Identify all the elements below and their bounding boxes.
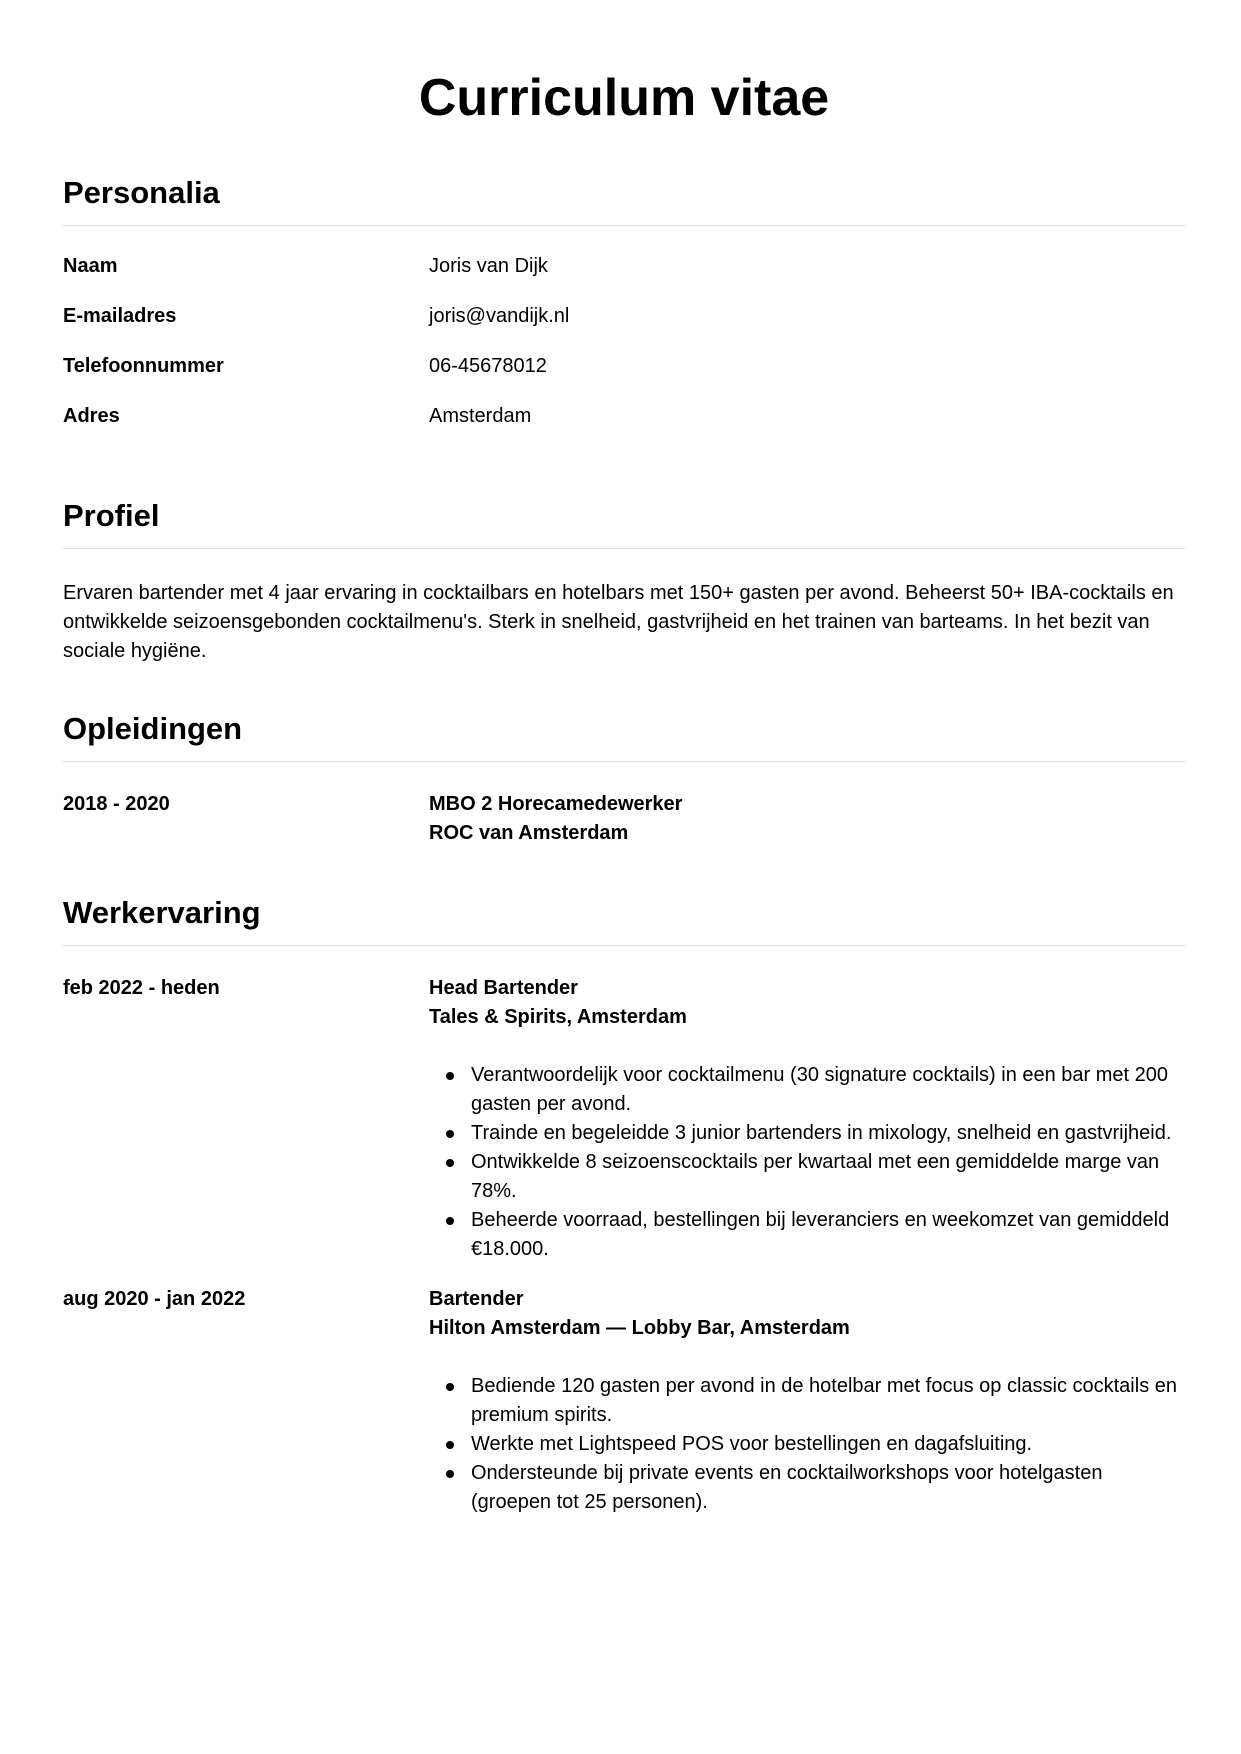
personalia-table — [63, 254, 1185, 454]
job-bullets — [429, 1372, 1185, 1517]
value-phone: 06-45678012 — [429, 355, 547, 377]
profile-text: Ervaren bartender met 4 jaar ervaring in cocktailbars en hotelbars met 150+ gasten per avond. Beheerst 50+ IBA-cocktails en ontwikkelde seizoensgebonden cocktailmenu's. Sterk in snelheid, gastvrijheid en het trainen van barteams. In het bezit van sociale hygiëne. — [63, 582, 1174, 662]
document-title: Curriculum vitae — [418, 69, 830, 127]
job-details — [429, 974, 1185, 1264]
section-personalia — [63, 173, 1185, 454]
list-item: Trainde en begeleidde 3 junior bartenders in mixology, snelheid en gastvrijheid. — [429, 1119, 1185, 1148]
job-employer: Tales & Spirits, Amsterdam — [429, 1006, 687, 1028]
value-address: Amsterdam — [429, 405, 532, 427]
list-item: Werkte met Lightspeed POS voor bestellingen en dagafsluiting. — [429, 1430, 1185, 1459]
section-title-werkervaring: Werkervaring — [63, 893, 1185, 946]
label-address: Adres — [63, 405, 120, 427]
label-name: Naam — [63, 255, 118, 277]
job-title: Bartender — [429, 1288, 524, 1310]
section-title-personalia: Personalia — [63, 173, 1185, 226]
value-email: joris@vandijk.nl — [429, 305, 570, 327]
list-item: Bediende 120 gasten per avond in de hotelbar met focus op classic cocktails en premium spirits. — [429, 1372, 1185, 1430]
section-opleidingen — [63, 709, 1185, 848]
job-details — [429, 1285, 1185, 1517]
education-period: 2018 - 2020 — [63, 793, 170, 815]
section-profiel — [63, 496, 1185, 666]
list-item: Verantwoordelijk voor cocktailmenu (30 signature cocktails) in een bar met 200 gasten per avond. — [429, 1061, 1185, 1119]
job-bullets — [429, 1061, 1185, 1264]
list-item: Beheerde voorraad, bestellingen bij leveranciers en weekomzet van gemiddeld €18.000. — [429, 1206, 1185, 1264]
personalia-row-email — [63, 304, 1185, 354]
job-entry — [63, 974, 1185, 1264]
section-title-opleidingen: Opleidingen — [63, 709, 1185, 762]
value-name: Joris van Dijk — [429, 255, 548, 277]
personalia-row-name — [63, 254, 1185, 304]
education-title: MBO 2 Horecamedewerker — [429, 793, 683, 815]
job-entry — [63, 1285, 1185, 1517]
section-werkervaring — [63, 893, 1185, 1517]
job-period: aug 2020 - jan 2022 — [63, 1288, 246, 1310]
job-period: feb 2022 - heden — [63, 977, 220, 999]
job-employer: Hilton Amsterdam — Lobby Bar, Amsterdam — [429, 1317, 850, 1339]
list-item: Ondersteunde bij private events en cocktailworkshops voor hotelgasten (groepen tot 25 personen). — [429, 1459, 1185, 1517]
label-email: E-mailadres — [63, 305, 177, 327]
education-school: ROC van Amsterdam — [429, 822, 629, 844]
list-item: Ontwikkelde 8 seizoenscocktails per kwartaal met een gemiddelde marge van 78%. — [429, 1148, 1185, 1206]
personalia-row-address — [63, 404, 1185, 454]
education-entry — [63, 790, 1185, 848]
section-title-profiel: Profiel — [63, 496, 1185, 549]
label-phone: Telefoonnummer — [63, 355, 224, 377]
personalia-row-phone — [63, 354, 1185, 404]
job-title: Head Bartender — [429, 977, 578, 999]
education-details — [429, 790, 1185, 848]
